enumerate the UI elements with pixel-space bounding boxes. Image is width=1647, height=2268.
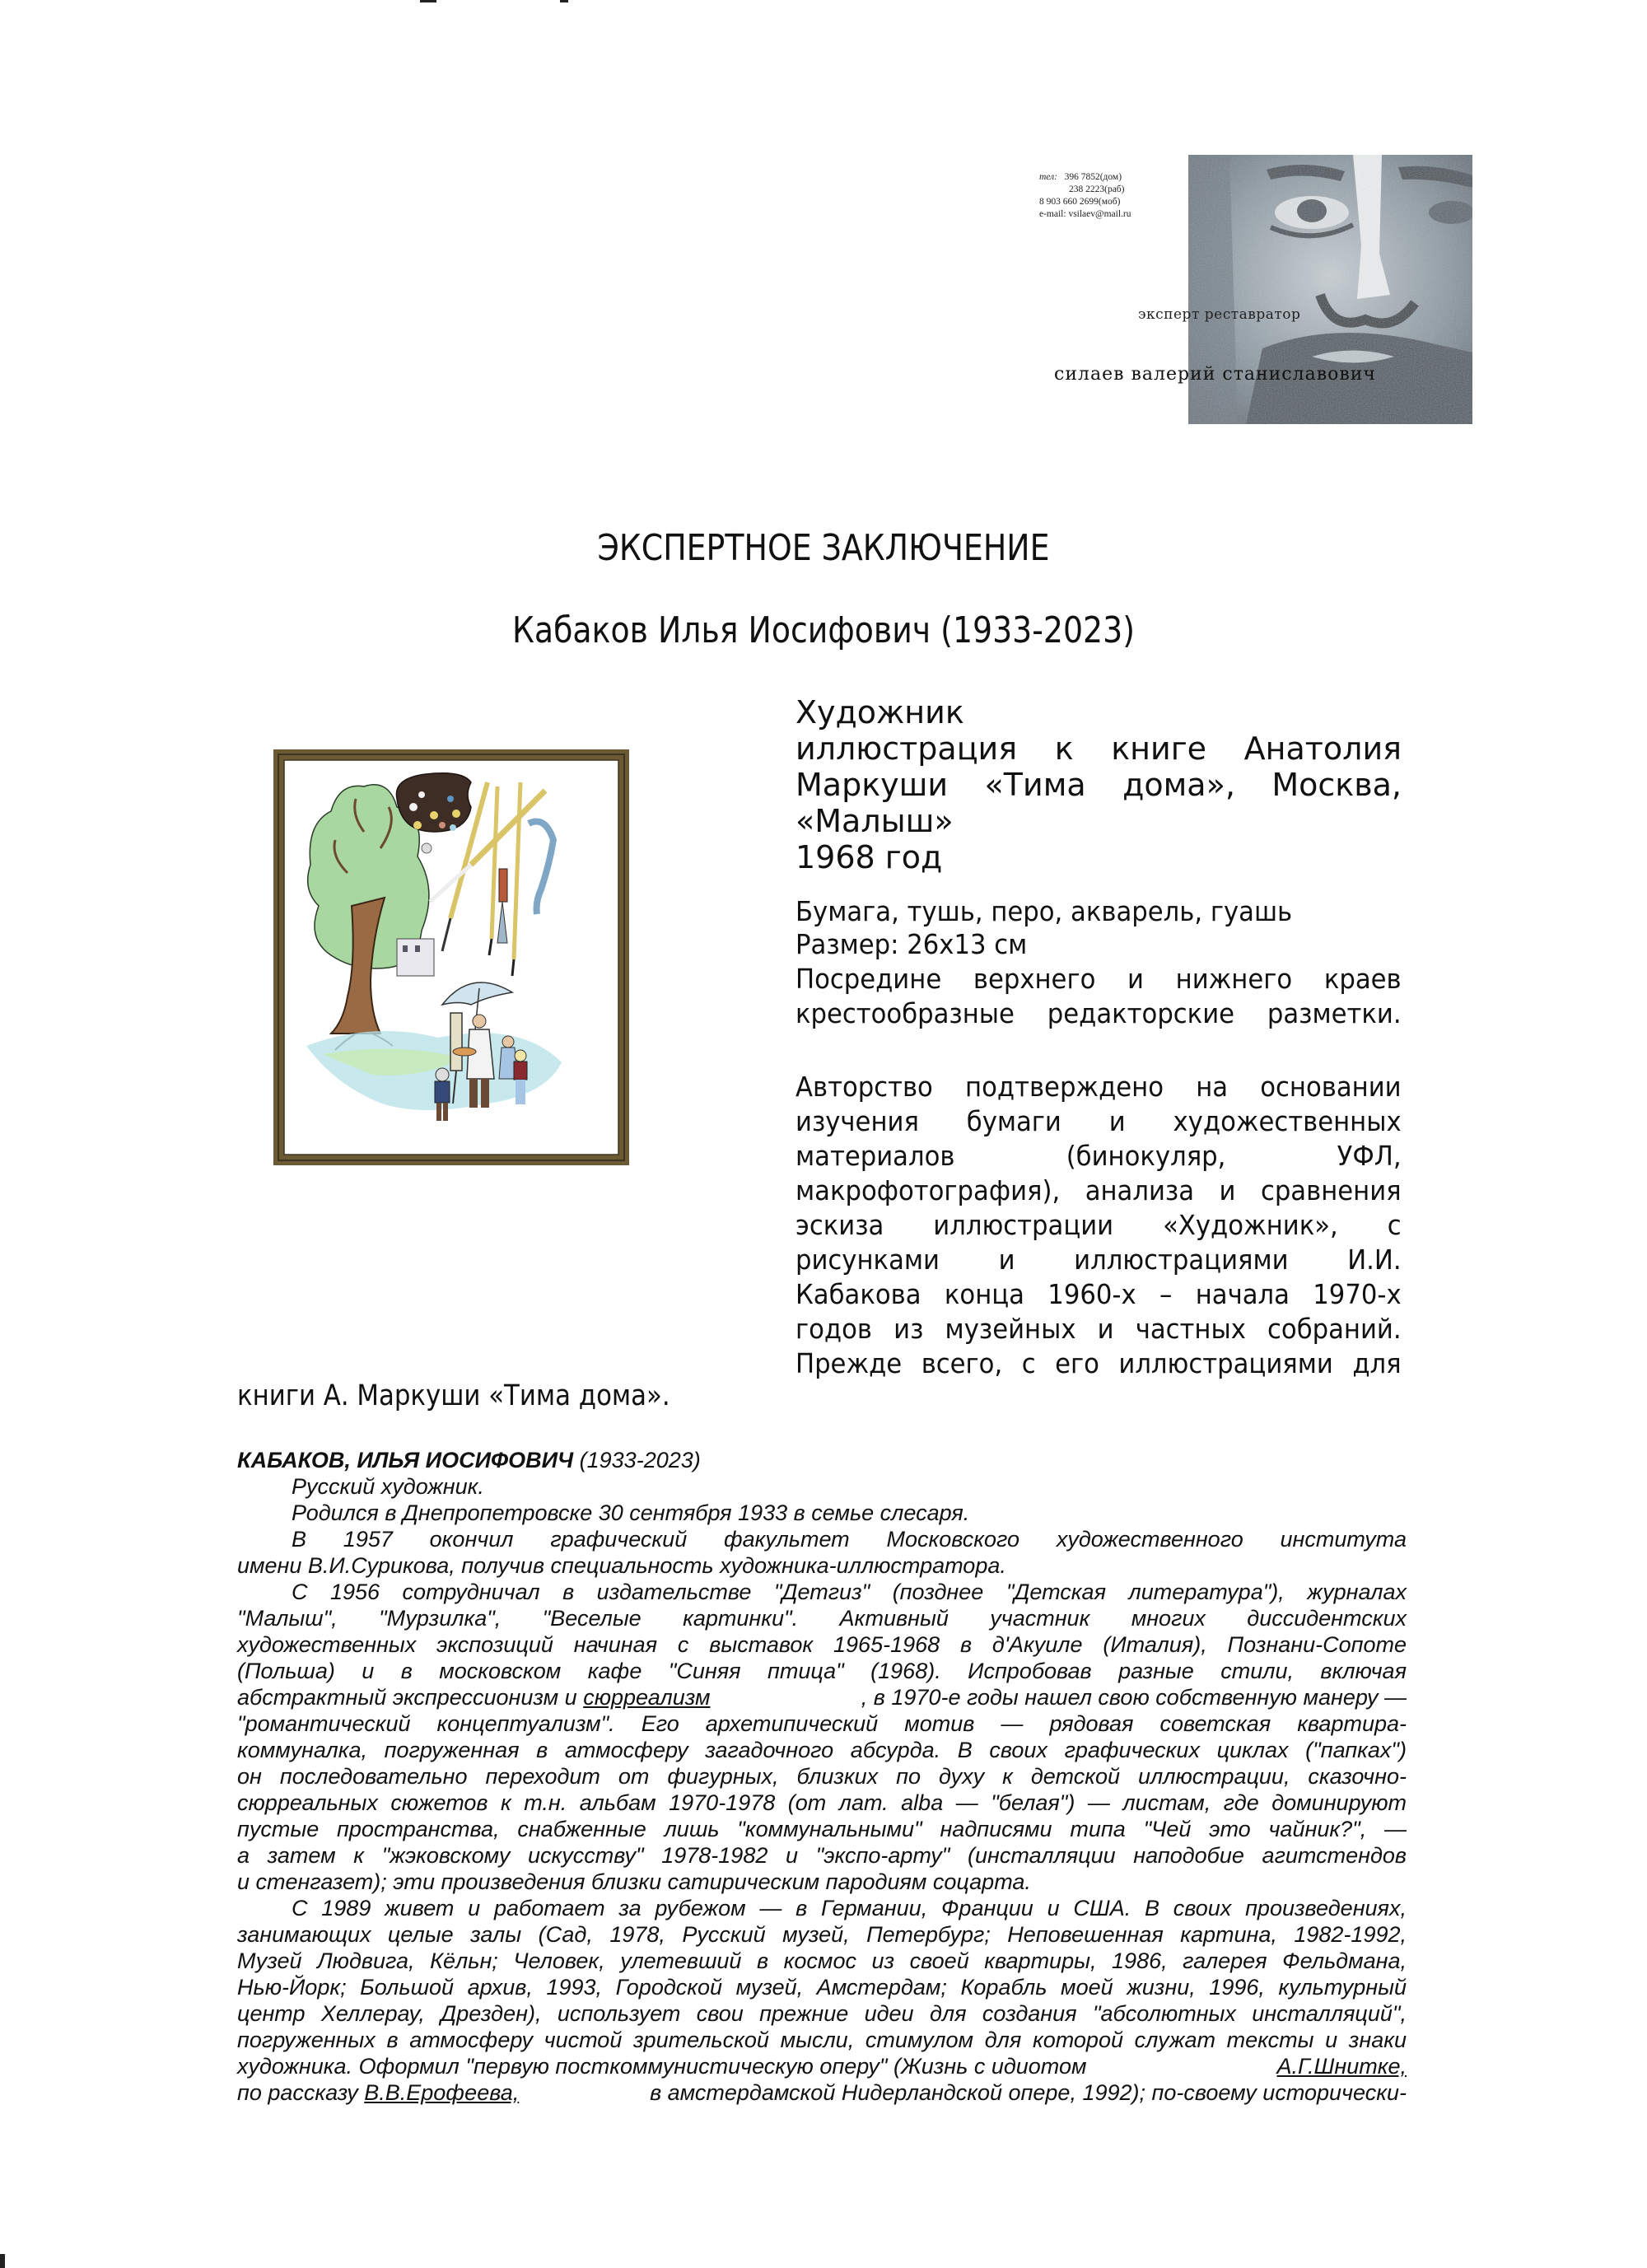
bio-line: он последовательно переходит от фигурных, близких по духу к детской иллюстрации, сказочно- — [237, 1764, 1407, 1789]
link-schnittke[interactable]: А.Г.Шнитке, — [1276, 2054, 1407, 2079]
bio-line: коммуналка, погруженная в атмосферу загадочного абсурда. В своих графических циклах ("папках") — [237, 1738, 1407, 1762]
attribution-line: материалов (бинокуляр, УФЛ, — [796, 1140, 1402, 1172]
bio-line: занимающих целые залы (Сад, 1978, Русский музей, Петербург; Неповешенная картина, 1982-1992, — [237, 1922, 1407, 1947]
bio-line: художественных экспозиций начиная с выставок 1965-1968 в д'Акуиле (Италия), Познани-Сопоте — [237, 1632, 1407, 1657]
bio-text: художника. Оформил "первую посткоммунистическую оперу" (Жизнь с идиотом — [237, 2054, 1087, 2079]
attribution-line: макрофотография), анализа и сравнения — [796, 1174, 1402, 1206]
bio-text: абстрактный экспрессионизм и — [237, 1685, 584, 1710]
document-subtitle: Кабаков Илья Иосифович (1933-2023) — [512, 609, 1135, 651]
card-phone-work: 238 2223(раб) — [1069, 184, 1125, 194]
attribution-line: изучения бумаги и художественных — [796, 1105, 1402, 1137]
artwork-materials: Бумага, тушь, перо, акварель, гуашь — [796, 895, 1293, 927]
bio-line — [237, 2054, 1407, 2079]
bio-line: и стенгазет); эти произведения близки сатирическим пародиям соцарта. — [237, 1869, 1031, 1894]
artwork-notes-line: Посредине верхнего и нижнего краев — [796, 963, 1402, 995]
bio-line: Русский художник. — [292, 1474, 484, 1499]
bio-line: Нью-Йорк; Большой архив, 1993, Городской музей, Амстердам; Корабль моей жизни, 1996, культурный — [237, 1975, 1407, 2000]
artwork-notes-line: крестообразные редакторские разметки. — [796, 997, 1402, 1029]
attribution-line: Кабакова конца 1960-х – начала 1970-х — [796, 1278, 1402, 1310]
card-phone-mobile: 8 903 660 2699(моб) — [1039, 197, 1121, 207]
attribution-end: книги А. Маркуши «Тима дома». — [237, 1379, 670, 1412]
bio-line: С 1989 живет и работает за рубежом — в Германии, Франции и США. В своих произведениях, — [292, 1896, 1407, 1920]
document-title: ЭКСПЕРТНОЕ ЗАКЛЮЧЕНИЕ — [597, 527, 1050, 569]
bio-line-part — [237, 1685, 710, 1710]
artwork-year: 1968 год — [796, 839, 943, 875]
scan-mark-top-2 — [560, 0, 568, 2]
bio-line: пустые пространства, снабженные лишь "коммунальными" надписями типа "Чей это чайник?", — — [237, 1817, 1407, 1841]
artwork-description-line: Маркуши «Тима дома», Москва, — [796, 767, 1402, 803]
artwork-size: Размер: 26x13 см — [796, 928, 1028, 960]
bio-line: Родился в Днепропетровске 30 сентября 1933 в семье слесаря. — [292, 1500, 970, 1525]
bio-line: "Малыш", "Мурзилка", "Веселые картинки". Активный участник многих диссидентских — [237, 1606, 1407, 1631]
artwork-description-line: иллюстрация к книге Анатолия — [796, 730, 1402, 767]
artwork-title: Художник — [796, 694, 964, 730]
artwork-description-line: «Малыш» — [796, 803, 954, 839]
bio-line: В 1957 окончил графический факультет Московского художественного института — [292, 1527, 1407, 1552]
card-phone-home — [1039, 171, 1131, 184]
bio-line: Музей Людвига, Кёльн; Человек, улетевший в космос из своей квартиры, 1986, галерея Фельдмана, — [237, 1948, 1407, 1973]
artwork-image — [273, 749, 629, 1165]
scan-mark-bottom-left — [0, 2254, 5, 2268]
card-phone-home-value: 396 7852(дом) — [1064, 172, 1122, 182]
bio-years: (1933-2023) — [579, 1448, 701, 1472]
bio-line: сюрреальных сюжетов к т.н. альбам 1970-1978 (от лат. alba — "белая") — листам, где доминируют — [237, 1790, 1407, 1815]
attribution-line: рисунками и иллюстрациями И.И. — [796, 1244, 1402, 1276]
bio-text: , в 1970-е годы нашел свою собственную манеру — — [861, 1685, 1407, 1710]
card-email: e-mail: vsilaev@mail.ru — [1039, 209, 1131, 219]
attribution-line: Авторство подтверждено на основании — [796, 1071, 1402, 1103]
link-erofeev[interactable]: В.В.Ерофеева, — [364, 2080, 520, 2105]
bio-line: а затем к "жэковскому искусству" 1978-1982 и "экспо-арту" (инсталляции наподобие агитстендов — [237, 1843, 1407, 1868]
bio-text: по рассказу — [237, 2080, 365, 2105]
card-role: эксперт реставратор — [1138, 306, 1301, 323]
bio-line: центр Хеллерау, Дрезден), использует свои прежние идеи для создания "абсолютных инсталляций", — [237, 2001, 1407, 2026]
artwork-illustration — [273, 749, 629, 1165]
attribution-line: Прежде всего, с его иллюстрациями для — [796, 1347, 1402, 1379]
card-contacts — [1039, 171, 1131, 221]
bio-line: имени В.И.Сурикова, получив специальность художника-иллюстратора. — [237, 1553, 1006, 1578]
link-surrealism[interactable]: сюрреализм — [583, 1685, 711, 1710]
bio-line-part — [237, 2080, 519, 2105]
bio-line: "романтический концептуализм". Его архетипический мотив — рядовая советская квартира- — [237, 1711, 1407, 1736]
bio-name: КАБАКОВ, ИЛЬЯ ИОСИФОВИЧ — [237, 1448, 574, 1472]
bio-line: (Польша) и в московском кафе "Синяя птица" (1968). Испробовав разные стили, включая — [237, 1659, 1407, 1683]
scan-mark-top-1 — [420, 0, 436, 2]
card-phone-label: тел: — [1039, 172, 1057, 182]
attribution-line: эскиза иллюстрации «Художник», с — [796, 1209, 1402, 1241]
bio-line: С 1956 сотрудничал в издательстве "Детгиз" (позднее "Детская литература"), журналах — [292, 1580, 1407, 1604]
bio-text: в амстердамской Нидерландской опере, 1992); по-своему исторически- — [650, 2080, 1407, 2105]
bio-line — [237, 1685, 1407, 1710]
bio-line — [237, 2080, 1407, 2105]
card-name: силаев валерий станиславович — [1054, 364, 1376, 385]
bio-heading — [237, 1448, 1407, 1472]
bio-line: погруженных в атмосферу чистой зрительской мысли, стимулом для которой служат тексты и знаки — [237, 2028, 1407, 2052]
attribution-line: годов из музейных и частных собраний. — [796, 1313, 1402, 1345]
